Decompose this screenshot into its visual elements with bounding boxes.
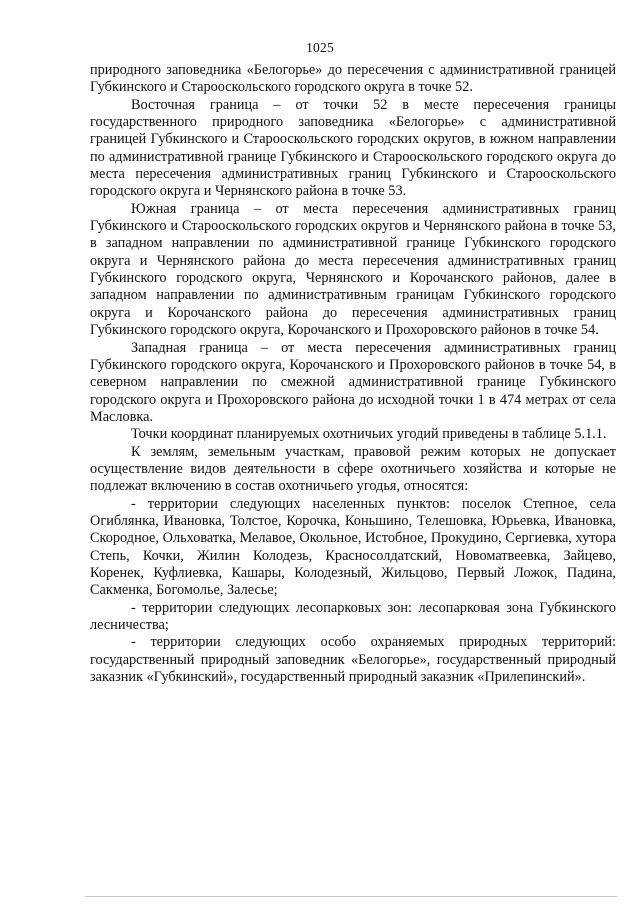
list-item-protected-areas: - территории следующих особо охраняемых природных территорий: государственный природный заповедник «Белогорье», государственный природный заказник «Губкинский», государственный природный заказник «Прилепинский».	[90, 634, 616, 686]
page-number: 1025	[306, 40, 334, 55]
paragraph-excluded-lands: К землям, земельным участкам, правовой режим которых не допускает осуществление видов деятельности в сфере охотничьего хозяйства и которые не подлежат включению в состав охотничьего угодья, относятся:	[90, 443, 616, 495]
paragraph-western-border: Западная граница – от места пересечения административных границ Губкинского городского округа, Корочанского и Прохоровского районов в точке 54, в северном направлении по смежной административной границе Губкинского городского округа и Прохоровского района до исходной точки 1 в 474 метрах от села Масловка.	[90, 339, 616, 425]
list-item-settlements: - территории следующих населенных пунктов: поселок Степное, села Огиблянка, Ивановка, Толстое, Корочка, Коньшино, Телешовка, Юрьевка, Ивановка, Скородное, Ольховатка, Мелавое, Окольное, Истобное, Прокудино, Сергиевка, хутора Степь, Кочки, Жилин Колодезь, Красносолдатский, Новоматвеевка, Зайцево, Коренек, Куфлиевка, Кашары, Колодезный, Жильцово, Первый Ложок, Падина, Сакменка, Богомолье, Залесье;	[90, 495, 616, 599]
paragraph-southern-border: Южная граница – от места пересечения административных границ Губкинского и Старооскольского городских округов и Чернянского района в точке 53, в западном направлении по административной границе Губкинского городского округа и Чернянского района до места пересечения административных границ Губкинского городского округа, Чернянского и Корочанского районов, далее в западном направлении по административным границам Губкинского городского округа и Корочанского района до пересечения административных границ Губкинского городского округа, Корочанского и Прохоровского районов в точке 54.	[90, 200, 616, 339]
document-body	[90, 62, 616, 686]
paragraph-eastern-border: Восточная граница – от точки 52 в месте пересечения границы государственного природного заповедника «Белогорье» с административной границей Губкинского и Старооскольского городских округов, в южном направлении по административной границе Губкинского и Старооскольского городского округа до места пересечения административных границ Губкинского и Старооскольского городского округа и Чернянского района в точке 53.	[90, 96, 616, 200]
paragraph-continuation: природного заповедника «Белогорье» до пересечения с административной границей Губкинского и Старооскольского городского округа в точке 52.	[90, 62, 616, 96]
page-bottom-rule	[85, 896, 617, 897]
list-item-forest-park-zones: - территории следующих лесопарковых зон: лесопарковая зона Губкинского лесничества;	[90, 599, 616, 633]
paragraph-table-reference: Точки координат планируемых охотничьих угодий приведены в таблице 5.1.1.	[131, 426, 607, 443]
